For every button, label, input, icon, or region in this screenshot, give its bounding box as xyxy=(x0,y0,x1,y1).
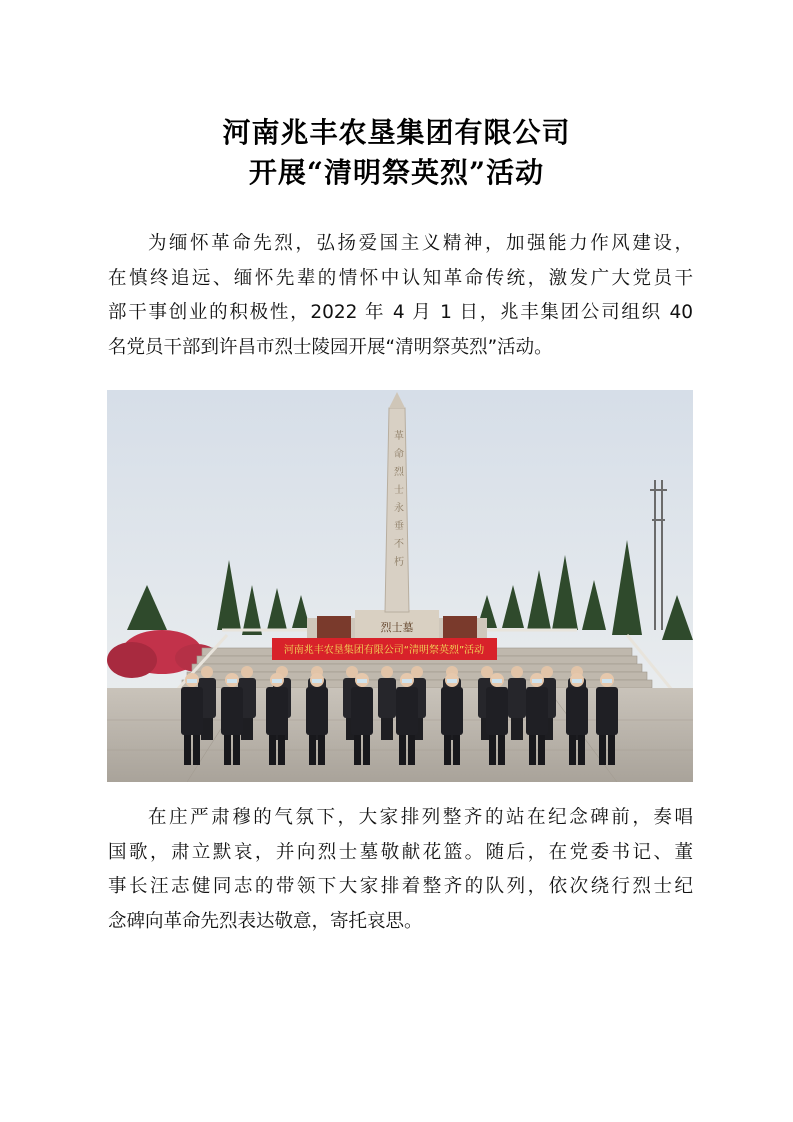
paragraph-line: 国歌，肃立默哀，并向烈士墓敬献花篮。随后，在党委书记、董 xyxy=(108,841,693,863)
document-title-line1: 河南兆丰农垦集团有限公司 xyxy=(222,116,571,149)
plaque-text: 烈士墓 xyxy=(380,621,414,634)
paragraph-ceremony xyxy=(108,801,693,939)
paragraph-line: 在庄严肃穆的气氛下，大家排列整齐的站在纪念碑前，奏唱 xyxy=(148,807,693,828)
monument-inscription: 革命烈士永垂不朽 xyxy=(391,430,403,574)
paragraph-line: 部干事创业的积极性，2022 年 4 月 1 日，兆丰集团公司组织 40 xyxy=(108,302,693,323)
paragraph-line: 在慎终追远、缅怀先辈的情怀中认知革命传统，激发广大党员干 xyxy=(108,267,693,289)
document-title-line2: 开展“清明祭英烈”活动 xyxy=(248,156,545,189)
banner-text: 河南兆丰农垦集团有限公司“清明祭英烈”活动 xyxy=(283,645,485,656)
paragraph-line: 名党员干部到许昌市烈士陵园开展“清明祭英烈”活动。 xyxy=(108,336,553,358)
paragraph-line: 念碑向革命先烈表达敬意，寄托哀思。 xyxy=(108,910,423,932)
paragraph-line: 为缅怀革命先烈，弘扬爱国主义精神，加强能力作风建设， xyxy=(148,233,693,254)
paragraph-intro xyxy=(108,227,693,365)
event-photo xyxy=(107,390,693,782)
paragraph-line: 事长汪志健同志的带领下大家排着整齐的队列，依次绕行烈士纪 xyxy=(108,876,693,897)
